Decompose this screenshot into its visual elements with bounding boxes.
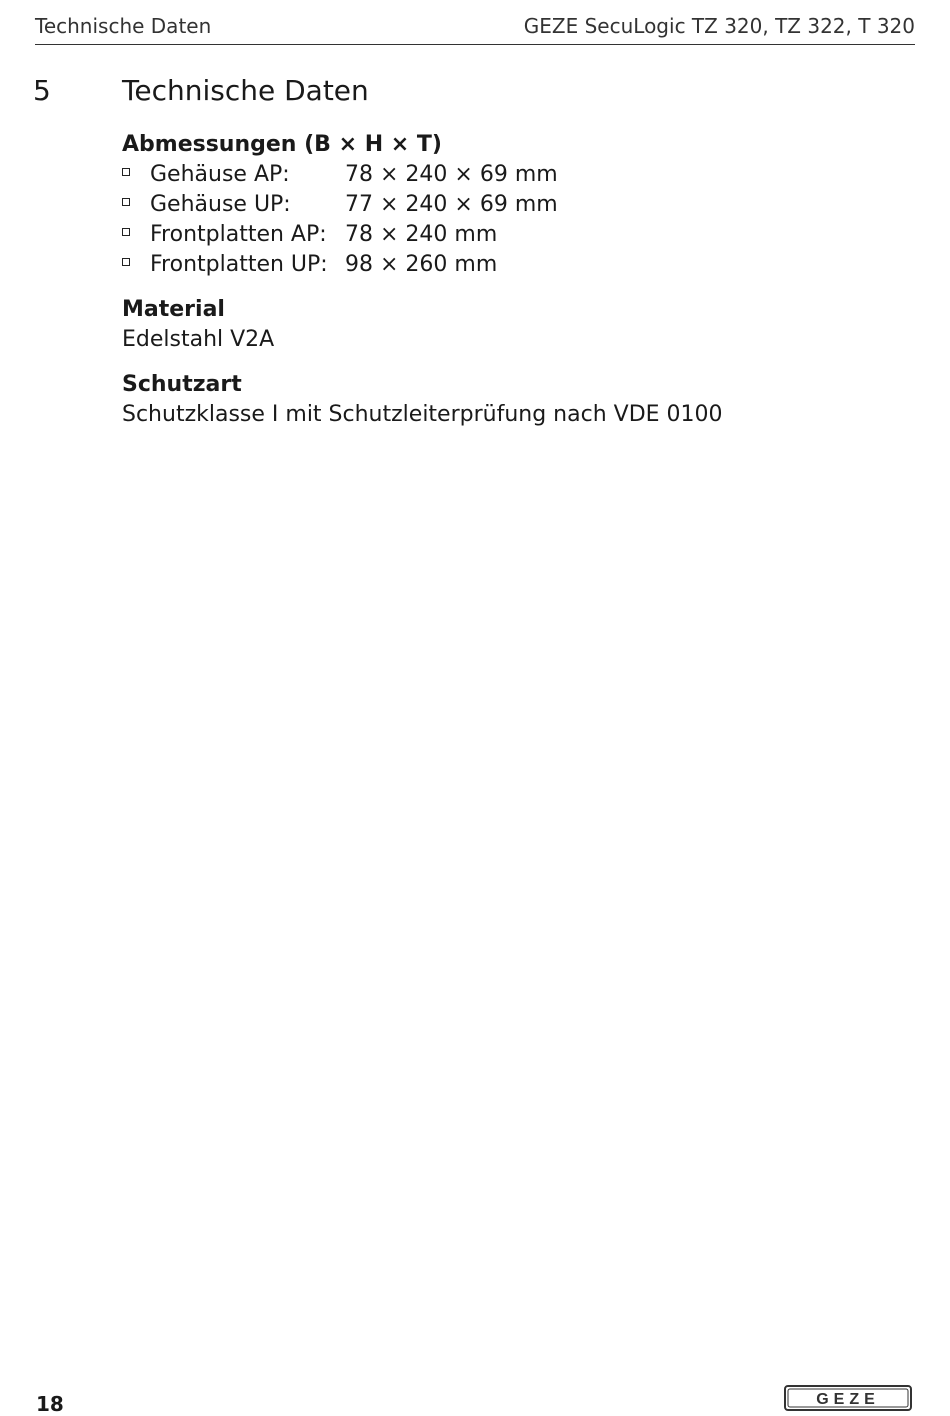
main-content (122, 130, 902, 445)
spec-value: 78 × 240 mm (345, 222, 498, 247)
geze-logo (784, 1385, 912, 1411)
material-section (122, 295, 902, 355)
spec-label: Gehäuse UP: (150, 192, 291, 217)
material-heading: Material (122, 297, 225, 322)
protection-text: Schutzklasse I mit Schutzleiterprüfung nach VDE 0100 (122, 402, 723, 427)
material-text: Edelstahl V2A (122, 327, 275, 352)
list-item (122, 190, 902, 220)
list-item (122, 160, 902, 190)
spec-value: 77 × 240 × 69 mm (345, 192, 558, 217)
header-section-title: Technische Daten (35, 14, 212, 38)
spec-label: Frontplatten AP: (150, 222, 327, 247)
list-item (122, 250, 902, 280)
chapter-title: Technische Daten (122, 74, 369, 107)
spec-value: 98 × 260 mm (345, 252, 498, 277)
spec-label: Gehäuse AP: (150, 162, 290, 187)
header-product-title: GEZE SecuLogic TZ 320, TZ 322, T 320 (523, 14, 915, 38)
square-bullet-icon (122, 198, 130, 206)
protection-heading: Schutzart (122, 372, 242, 397)
square-bullet-icon (122, 168, 130, 176)
square-bullet-icon (122, 228, 130, 236)
list-item (122, 220, 902, 250)
dimensions-heading: Abmessungen (B × H × T) (122, 132, 442, 157)
dimensions-section (122, 130, 902, 280)
square-bullet-icon (122, 258, 130, 266)
logo-text: GEZE (816, 1391, 880, 1408)
page-number: 18 (36, 1392, 64, 1416)
spec-value: 78 × 240 × 69 mm (345, 162, 558, 187)
spec-label: Frontplatten UP: (150, 252, 328, 277)
chapter-number: 5 (33, 74, 51, 107)
protection-section (122, 370, 902, 430)
dimensions-list (122, 160, 902, 280)
running-header (35, 12, 915, 45)
